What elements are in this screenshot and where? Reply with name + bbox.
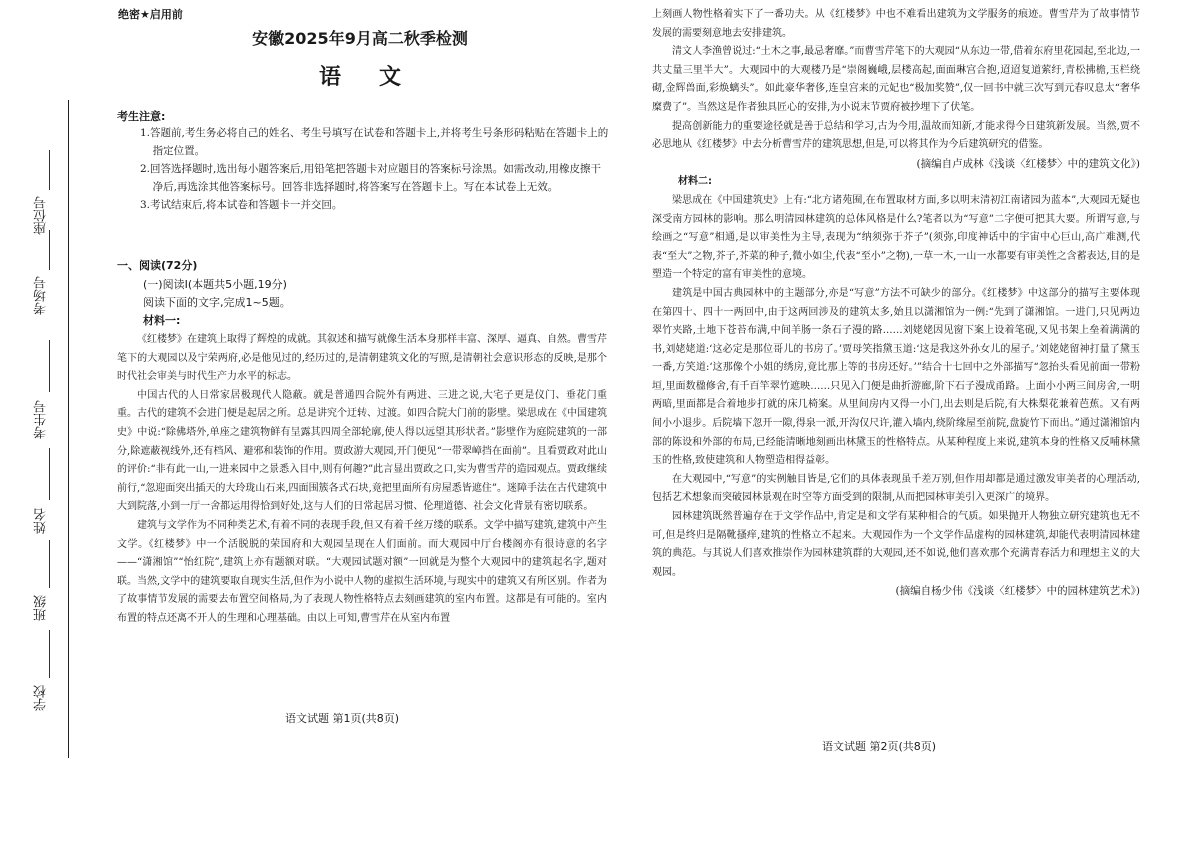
page2-footer: 语文试题 第2页(共8页)	[822, 740, 937, 753]
notice-item: 1.答题前,考生务必将自己的姓名、考生号填写在试卷和答题卡上,并将考生号条形码粘贴在答题卡上的指定位置。	[140, 127, 609, 157]
notice-item: 3.考试结束后,将本试卷和答题卡一并交回。	[140, 199, 343, 211]
paragraph: 中国古代的人日常家居极现代人隐蔽。就是普通四合院外有两进、三进之说,大宅子更是仪门、垂花门重重。古代的建筑不会进门便是起居之所。总是讲究个迂转、过渡。如四合院大门前的影壁。梁思成在《中国建筑史》中说:“除佛塔外,单座之建筑物鲜有呈露其四周全部轮廓,使人得以远望其形状者。”影壁作为庭院建筑的一部分,除遮蔽视线外,还有档风、避邪和装饰的作用。贾政游大观园,开门便见“一带翠嶂挡在面前”。且看贾政对此山的评价:“非有此一山,一进来园中之景悉入目中,则有何趣?”此言显出贾政之口,实为曹雪芹的造园观点。贾政继续前行,“忽迎面突出插天的大玲珑山石来,四面围簇各式石块,竟把里面所有房屋悉皆遮住”。迷障手法在古代建筑中大到院落,小到一厅一舍都运用得恰到好处,这与人们的日常起居习惯、伦理道德、社会文化背景有密切联系。	[117, 389, 607, 513]
paragraph: 建筑与文学作为不同种类艺术,有着不同的表现手段,但又有着千丝万缕的联系。文学中描写建筑,建筑中产生文学。《红楼梦》中一个活脱脱的荣国府和大观园呈现在人们面前。而大观园中厅台楼阁亦有很诗意的名字——“潇湘馆”“怡红院”,建筑上亦有题额对联。“大观园试题对额”一回就是为整个大观园中的建筑起名字,题对联。当然,文学中的建筑要取自现实生活,但作为小说中人物的虚拟生活环境,与现实中的建筑又有所区别。作者为了故事情节发展的需要去布置空间格局,为了表现人物性格特点去刻画建筑的室内布置。这都是有可能的。室内布置的特点还离不开人的生理和心理基础。由以上可知,曹雪芹在从室内布置	[117, 519, 607, 624]
notice-heading: 考生注意:	[117, 110, 166, 123]
page1-body	[117, 331, 607, 629]
paragraph: 园林建筑既然普遍存在于文学作品中,肯定是和文学有某种相合的气质。如果抛开人物独立研究建筑也无不可,但是终归是隔靴搔痒,建筑的性格立不起来。大观园作为一个文学作品虚构的园林建筑,却能代表明清园林建筑的典范。与其说人们喜欢推崇作为园林建筑群的大观园,还不如说,他们喜欢那个充满青春活力和理想主义的大观园。	[652, 511, 1140, 578]
seat-number-label: 座位号	[34, 196, 49, 235]
paragraph: 《红楼梦》在建筑上取得了辉煌的成就。其叙述和描写就像生活本身那样丰富、深厚、逼真、自然。曹雪芹笔下的大观园以及宁荣两府,必是他见过的,经历过的,是清朝建筑文化的写照,是清朝社会意识形态的反映,是那个时代社会审美与时代生产力水平的标志。	[117, 334, 607, 383]
exam-room-blank[interactable]	[49, 230, 50, 270]
exam-title: 安徽2025年9月高二秋季检测	[252, 29, 468, 48]
material1-label: 材料一:	[143, 314, 181, 327]
source-citation: (摘编自卢成林《浅谈〈红楼梦〉中的建筑文化》)	[916, 157, 1140, 170]
section-heading: 一、阅读(72分)	[117, 259, 198, 272]
exam-room-label: 考场号	[34, 276, 49, 315]
source-citation: (摘编自杨少伟《浅谈〈红楼梦〉中的园林建筑艺术》)	[895, 585, 1140, 598]
page1-footer: 语文试题 第1页(共8页)	[285, 712, 400, 725]
class-label: 班级	[34, 595, 49, 621]
page2-body	[652, 6, 1140, 601]
school-label: 学校	[34, 685, 49, 711]
seat-number-blank[interactable]	[49, 150, 50, 190]
paragraph: 清文人李渔曾说过:“土木之事,最忌奢靡。”而曹雪芹笔下的大观园“从东边一带,借着东府里花园起,至北边,一共丈量三里半大”。大观园中的大观楼乃是“崇阁巍峨,层楼高起,面面琳宫合抱,迢迢复道萦纡,青松拂檐,玉栏绕砌,金辉兽面,彩焕螭头”。如此豪华奢侈,连皇宫来的元妃也“极加奖赞”,仅一回书中就三次写到元春叹息太“奢华糜费了”。当然这是作者独具匠心的安排,为小说末节贾府被抄埋下了伏笔。	[652, 46, 1140, 113]
reading-instruction: 阅读下面的文字,完成1~5题。	[143, 296, 291, 309]
paragraph: 在大观园中,“写意”的实例触目皆是,它们的具体表现虽千差万别,但作用却都是通过激发审美者的心理活动,包括艺术想象而突破园林景观在时空等方面受到的限制,从而把园林审美引入更深广的境界。	[652, 473, 1140, 504]
paragraph: 提高创新能力的重要途径就是善于总结和学习,古为今用,温故而知新,才能求得今日建筑新发展。当然,贾不必思地从《红楼梦》中去分析曹雪芹的建筑思想,但是,可以将其作为今后建筑研究的借鉴。	[652, 120, 1140, 151]
reading-subheading: (一)阅读Ⅰ(本题共5小题,19分)	[143, 278, 287, 291]
paragraph: 上刻画人物性格着实下了一番功夫。从《红楼梦》中也不难看出建筑为文学服务的痕迹。曹雪芹为了故事情节发展的需要刻意地去安排建筑。	[652, 9, 1140, 39]
notice-item: 2.回答选择题时,选出每小题答案后,用铅笔把答题卡对应题目的答案标号涂黑。如需改动,用橡皮擦干净后,再选涂其他答案标号。回答非选择题时,将答案写在答题卡上。写在本试卷上无效。	[140, 163, 602, 193]
name-label: 姓名	[34, 508, 49, 534]
candidate-number-blank[interactable]	[49, 340, 50, 392]
name-blank[interactable]	[49, 448, 50, 500]
candidate-number-label: 考生号	[34, 400, 49, 439]
confidential-seal: 绝密★启用前	[118, 8, 183, 21]
material2-label: 材料二:	[678, 176, 712, 188]
paragraph: 建筑是中国古典园林中的主题部分,亦是“写意”方法不可缺少的部分。《红楼梦》中这部分的描写主要体现在第四十、四十一两回中,由于这两回涉及的建筑太多,始且以潇湘馆为一例:“先到了潇湘馆。一进门,只见两边翠竹夹路,土地下苍苔布满,中间羊肠一条石子漫的路……刘姥姥因见窗下案上设着笔砚,又见书架上垒着满满的书,刘姥姥道:‘这必定是那位哥儿的书房了。’贾母笑指黛玉道:‘这是我这外孙女儿的屋子。’刘姥姥留神打量了黛玉一番,方笑道:‘这那像个小姐的绣房,竟比那上等的书房还好。’”结合十七回中之外部描写“忽抬头看见前面一带粉垣,里面数楹修舍,有千百竿翠竹遮映……只见入门便是曲折游廊,阶下石子漫成甬路。上面小小两三间房舍,一明两暗,里面都是合着地步打就的床几椅案。从里间房内又得一小门,出去则是后院,有大株梨花兼着芭蕉。又有两间小小退步。后院墙下忽开一隙,得泉一派,开沟仅尺许,灌入墙内,绕阶缘屋至前院,盘旋竹下而出。”通过潇湘馆内部的陈设和外部的布局,已经能清晰地刻画出林黛玉的性格特点。从某种程度上来说,建筑本身的性格又反哺林黛玉的性格,致使建筑和人物塑造相得益彰。	[652, 287, 1140, 467]
notice-list	[140, 124, 610, 214]
paragraph: 梁思成在《中国建筑史》上有:“北方诸苑囿,在布置取材方面,多以明末清初江南诸园为蓝本”,大观园无疑也深受南方园林的影响。那么明清园林建筑的总体风格是什么?笔者以为“写意”二字便可把其大要。所谓写意,与绘画之“写意”相通,是以审美性为主导,表现为“纳须弥于芥子”(须弥,印度神话中的宇宙中心巨山,高广难测,代表“至大”之物,芥子,芥菜的种子,微小如尘,代表“至小”之物),一草一木,一山一水都要有审美性之含蓄表达,目的是塑造一个特定的富有审美性的意境。	[652, 194, 1140, 281]
subject-title: 语文	[318, 64, 439, 90]
class-blank[interactable]	[49, 540, 50, 588]
school-blank[interactable]	[49, 630, 50, 678]
binding-line	[68, 100, 69, 758]
